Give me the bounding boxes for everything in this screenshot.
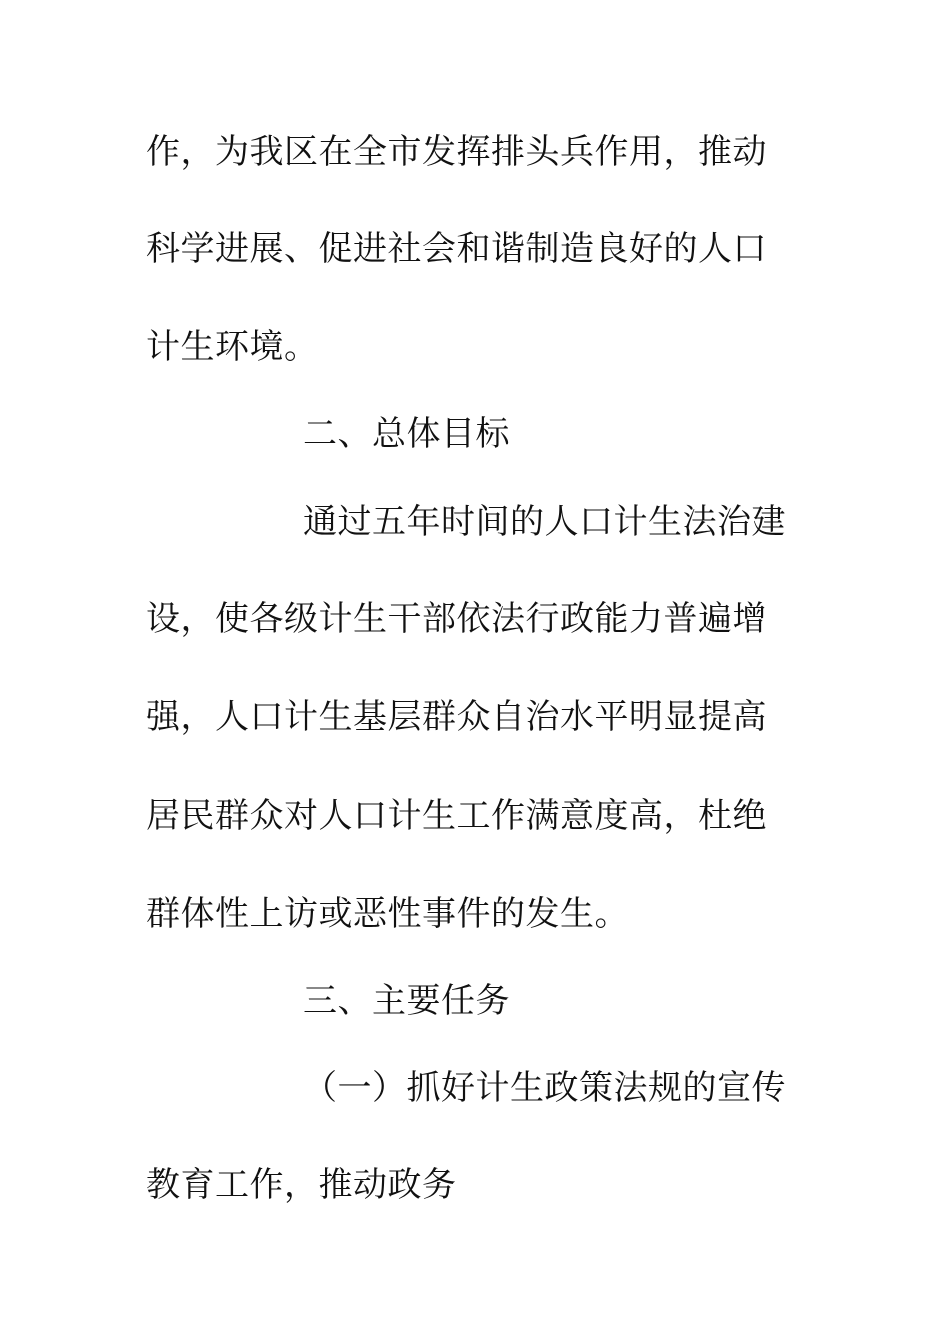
- text-line: 设，使各级计生干部依法行政能力普遍增: [146, 599, 767, 639]
- subsection-heading: （一）抓好计生政策法规的宣传: [303, 1068, 786, 1108]
- text-line: 教育工作，推动政务: [146, 1165, 457, 1205]
- text-line: 计生环境。: [146, 327, 319, 367]
- text-line: 居民群众对人口计生工作满意度高，杜绝: [146, 796, 767, 836]
- section-heading: 三、主要任务: [303, 981, 510, 1021]
- text-line: 强，人口计生基层群众自治水平明显提高: [146, 697, 767, 737]
- paragraph-first-line: 通过五年时间的人口计生法治建: [303, 502, 786, 542]
- text-line: 科学进展、促进社会和谐制造良好的人口: [146, 229, 767, 269]
- section-heading: 二、总体目标: [303, 414, 510, 454]
- text-line: 作，为我区在全市发挥排头兵作用，推动: [146, 132, 767, 172]
- text-line: 群体性上访或恶性事件的发生。: [146, 894, 629, 934]
